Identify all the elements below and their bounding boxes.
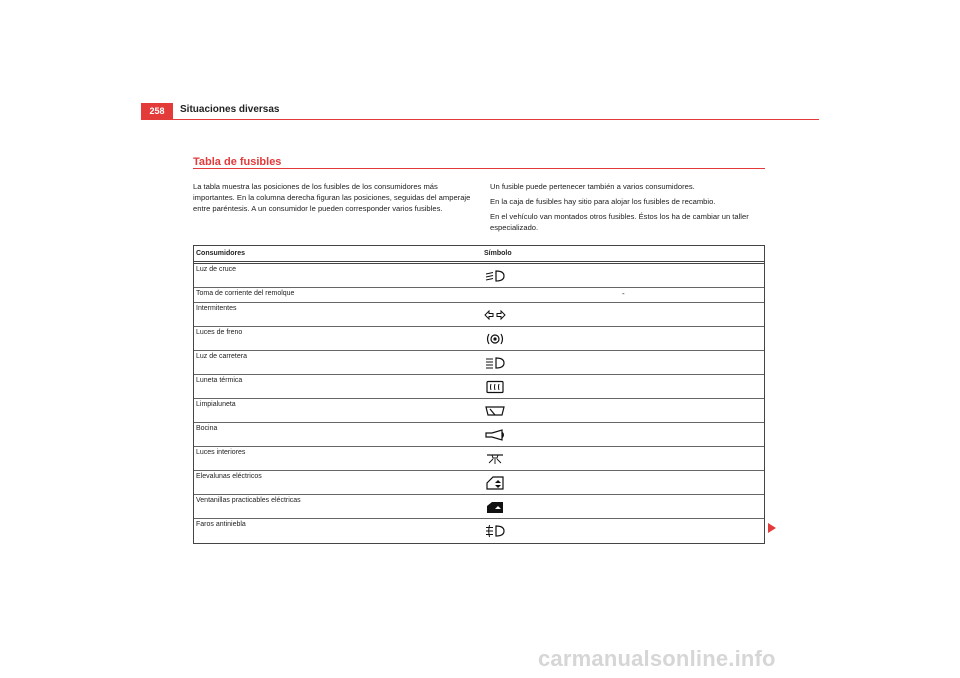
row-label: Luces de freno [196, 329, 243, 336]
row-symbol [480, 471, 764, 494]
section-rule [193, 168, 765, 169]
rear-defroster-icon [484, 380, 506, 394]
row-symbol [480, 288, 764, 302]
row-symbol [480, 351, 764, 374]
table-row [194, 303, 764, 327]
interior-light-icon [484, 452, 506, 466]
row-label: Bocina [196, 425, 218, 432]
fuse-table [193, 245, 765, 544]
turn-signals-icon [484, 308, 506, 322]
row-label: Luces interiores [196, 449, 246, 456]
row-symbol [480, 399, 764, 422]
fog-light-icon [484, 524, 506, 538]
row-label: Limpialuneta [196, 401, 236, 408]
row-label: Ventanillas practicables eléctricas [196, 497, 301, 504]
row-label: Luz de carretera [196, 353, 247, 360]
row-symbol [480, 447, 764, 470]
row-label: Luz de cruce [196, 266, 237, 273]
intro-paragraph-2: En la caja de fusibles hay sitio para alojar los fusibles de recambio. [490, 197, 716, 206]
column-header-symbol: Símbolo [484, 250, 512, 257]
page-number: 258 [141, 103, 173, 119]
column-header-consumers: Consumidores [196, 250, 246, 257]
horn-icon [484, 428, 506, 442]
table-row [194, 471, 764, 495]
row-label: Faros antiniebla [196, 521, 246, 528]
table-row [194, 519, 764, 543]
table-row [194, 264, 764, 288]
row-label: Luneta térmica [196, 377, 243, 384]
row-label: Toma de corriente del remolque [196, 290, 295, 297]
table-header [194, 246, 764, 264]
high-beam-icon [484, 356, 506, 370]
row-label: Elevalunas eléctricos [196, 473, 262, 480]
row-symbol [480, 519, 764, 543]
row-symbol [480, 303, 764, 326]
power-window-icon [484, 476, 506, 490]
table-row [194, 351, 764, 375]
table-row [194, 423, 764, 447]
table-row [194, 399, 764, 423]
row-symbol [480, 423, 764, 446]
brake-light-icon [484, 332, 506, 346]
vent-window-icon [484, 500, 506, 514]
intro-paragraph-1: Un fusible puede pertenecer también a varios consumidores. [490, 182, 695, 191]
intro-paragraph-3: En el vehículo van montados otros fusibles. Éstos los ha de cambiar un taller especializado. [490, 212, 749, 232]
table-row [194, 288, 764, 303]
section-title: Tabla de fusibles [193, 156, 282, 168]
rear-wiper-icon [484, 404, 506, 418]
intro-paragraph-left: La tabla muestra las posiciones de los fusibles de los consumidores más importantes. En la columna derecha figuran las posiciones, seguidas del amperaje entre paréntesis. A un consumidor le pueden corresponder varios fusibles. [193, 182, 471, 213]
watermark: carmanualsonline.info [538, 646, 776, 671]
table-row [194, 495, 764, 519]
header-rule [141, 119, 819, 120]
row-symbol [480, 264, 764, 287]
running-header: Situaciones diversas [180, 104, 280, 115]
row-symbol [480, 327, 764, 350]
row-label: Intermitentes [196, 305, 237, 312]
table-row [194, 375, 764, 399]
table-row [194, 447, 764, 471]
table-row [194, 327, 764, 351]
empty-symbol-dash: - [622, 289, 625, 298]
next-page-arrow-icon[interactable] [768, 523, 776, 533]
intro-column-right [490, 181, 770, 237]
low-beam-icon [484, 269, 506, 283]
row-symbol [480, 375, 764, 398]
row-symbol [480, 495, 764, 518]
